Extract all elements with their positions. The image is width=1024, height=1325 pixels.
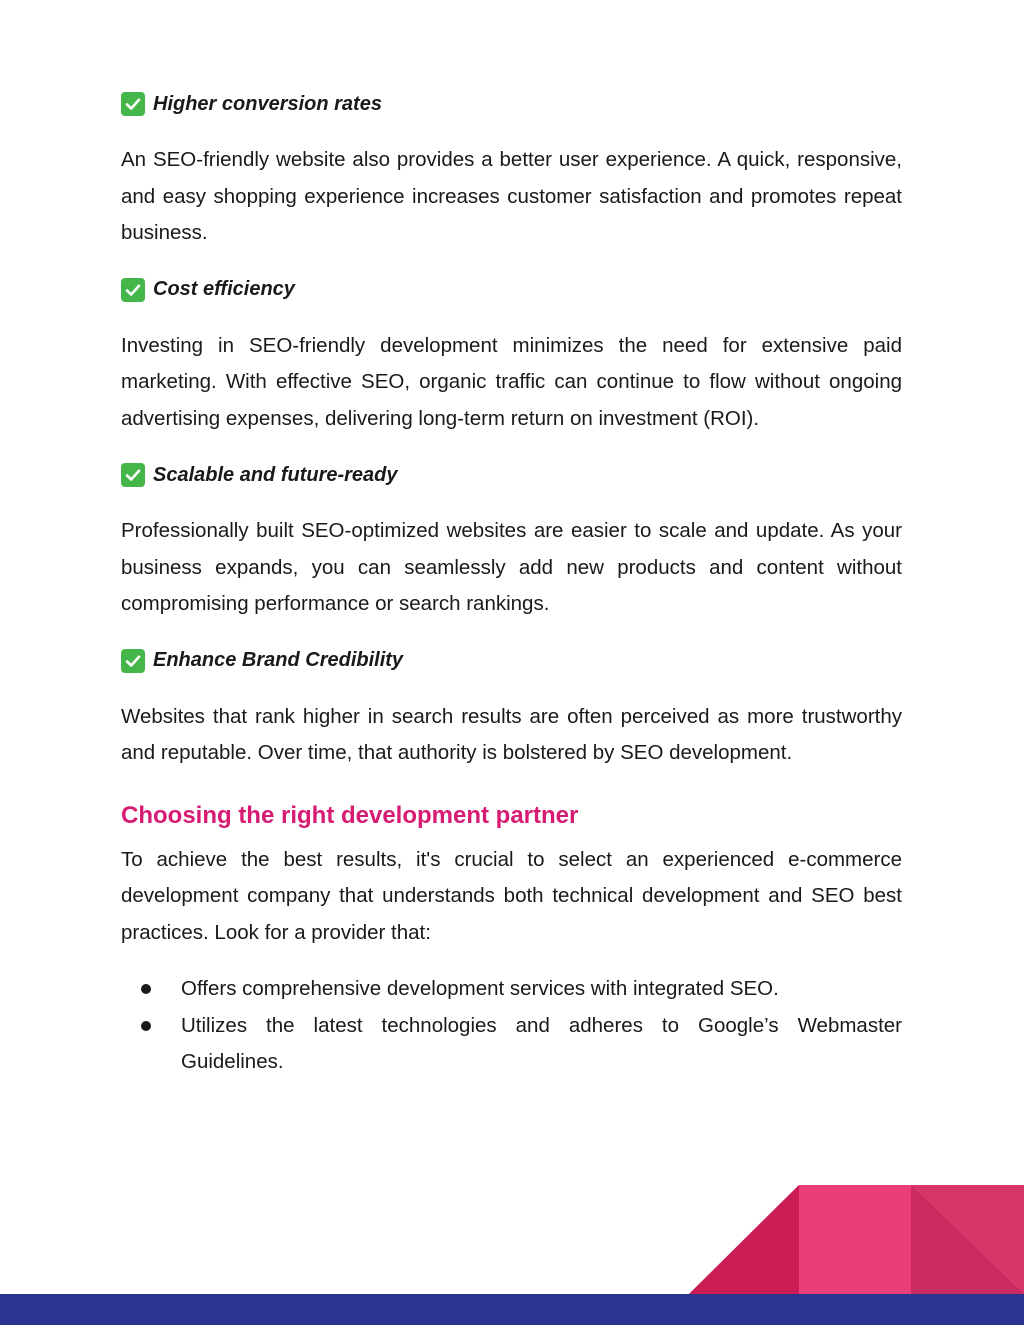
section-heading-scalable (121, 457, 902, 493)
section-heading-text: Cost efficiency (153, 278, 295, 300)
section-body-cost: Investing in SEO-friendly development minimizes the need for extensive paid marketing. With effective SEO, organic traffic can continue to flow without ongoing advertising expenses, delivering long-term return on investment (ROI). (121, 333, 902, 430)
footer-bar (0, 1294, 1024, 1325)
section-heading-text: Scalable and future-ready (153, 463, 398, 486)
partner-intro: To achieve the best results, it's crucial to select an experienced e-commerce development company that understands both technical development and SEO best practices. Look for a provider that: (121, 847, 902, 944)
list-item (121, 1008, 902, 1081)
partner-heading: Choosing the right development partner (121, 801, 579, 829)
check-mark-icon (121, 278, 145, 302)
bullet-dot-icon (141, 1021, 151, 1031)
check-mark-icon (121, 463, 145, 487)
section-heading-text: Higher conversion rates (153, 92, 382, 115)
section-body-scalable: Professionally built SEO-optimized websites are easier to scale and update. As your business expands, you can seamlessly add new products and content without compromising performance or search rankings. (121, 519, 902, 615)
corner-left-shade (689, 1185, 799, 1294)
section-heading-text: Enhance Brand Credibility (153, 649, 404, 671)
list-item (121, 971, 902, 1008)
section-body-conversion: An SEO-friendly website also provides a better user experience. A quick, responsive, and easy shopping experience increases customer satisfaction and promotes repeat business. (121, 148, 902, 244)
list-item-text: Utilizes the latest technologies and adheres to Google’s Webmaster Guidelines. (181, 1013, 902, 1073)
decorative-corner-shapes (689, 1185, 1024, 1294)
section-heading-credibility (121, 643, 902, 679)
check-mark-icon (121, 92, 145, 116)
check-mark-icon (121, 649, 145, 673)
partner-bullet-list (121, 971, 902, 1081)
document-content (121, 86, 902, 1081)
section-heading-conversion (121, 86, 902, 122)
list-item-text: Offers comprehensive development services with integrated SEO. (181, 977, 779, 1000)
section-body-credibility: Websites that rank higher in search results are often perceived as more trustworthy and reputable. Over time, that authority is bolstered by SEO development. (121, 704, 902, 764)
section-heading-cost (121, 272, 902, 308)
bullet-dot-icon (141, 984, 151, 994)
